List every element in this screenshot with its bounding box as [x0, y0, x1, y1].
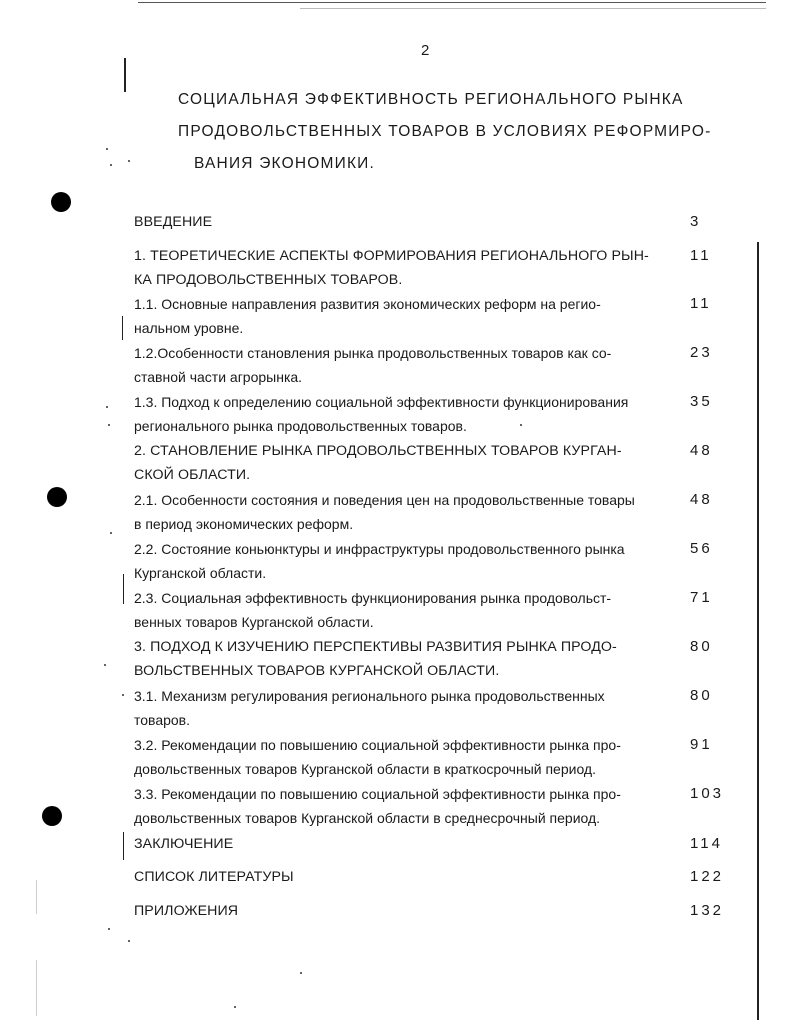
scan-speck	[234, 1006, 236, 1008]
toc-entry-text: СКОЙ ОБЛАСТИ.	[134, 467, 251, 483]
title-line: ВАНИЯ ЭКОНОМИКИ.	[194, 155, 376, 172]
toc-page-number: 103	[690, 785, 725, 802]
toc-entry-text: регионального рынка продовольственных товаров.	[134, 418, 467, 434]
toc-entry-text: 2. СТАНОВЛЕНИЕ РЫНКА ПРОДОВОЛЬСТВЕННЫХ ТОВАРОВ КУРГАН-	[134, 443, 622, 459]
toc-entry-text: 3.1. Механизм регулирования регионального рынка продовольственных	[134, 688, 605, 704]
scan-margin-mark	[36, 880, 37, 914]
toc-entry-text: ВВЕДЕНИЕ	[134, 214, 213, 230]
title-line: СОЦИАЛЬНАЯ ЭФФЕКТИВНОСТЬ РЕГИОНАЛЬНОГО РЫНКА	[178, 91, 684, 108]
punch-hole	[47, 487, 67, 507]
scan-margin-mark	[123, 832, 124, 860]
scan-speck	[110, 532, 112, 534]
toc-entry-text: КА ПРОДОВОЛЬСТВЕННЫХ ТОВАРОВ.	[134, 272, 403, 288]
scan-speck	[108, 928, 110, 930]
scan-edge-line	[300, 8, 766, 9]
toc-entry-text: 1.2.Особенности становления рынка продовольственных товаров как со-	[134, 345, 612, 361]
toc-entry-text: ПРИЛОЖЕНИЯ	[134, 903, 239, 919]
toc-page-number: 11	[690, 247, 712, 264]
scan-right-edge-line	[757, 242, 759, 1020]
toc-entry-text: 3.2. Рекомендации по повышению социальной эффективности рынка про-	[134, 737, 621, 753]
toc-entry-text: нальном уровне.	[134, 320, 244, 336]
toc-entry-text: 2.1. Особенности состояния и поведения цен на продовольственные товары	[134, 492, 635, 508]
toc-entry-text: 3. ПОДХОД К ИЗУЧЕНИЮ ПЕРСПЕКТИВЫ РАЗВИТИЯ РЫНКА ПРОДО-	[134, 639, 617, 655]
toc-page-number: 48	[690, 491, 713, 508]
scan-speck	[128, 940, 130, 942]
scan-speck	[104, 664, 106, 666]
toc-entry-text: венных товаров Курганской области.	[134, 614, 374, 630]
toc-page-number: 114	[690, 835, 723, 852]
toc-entry-text: довольственных товаров Курганской области в краткосрочный период.	[134, 761, 596, 777]
toc-entry-text: Курганской области.	[134, 565, 267, 581]
toc-page-number: 48	[690, 442, 713, 459]
punch-hole	[51, 192, 71, 212]
scan-speck	[108, 424, 110, 426]
toc-entry-text: ставной части агрорынка.	[134, 369, 303, 385]
scan-margin-mark	[36, 960, 37, 1016]
toc-page-number: 91	[690, 736, 713, 753]
toc-entry-text: ВОЛЬСТВЕННЫХ ТОВАРОВ КУРГАНСКОЙ ОБЛАСТИ.	[134, 663, 500, 679]
toc-page-number: 80	[690, 638, 713, 655]
toc-page-number: 35	[690, 393, 713, 410]
toc-entry-text: 2.3. Социальная эффективность функционирования рынка продовольст-	[134, 590, 612, 606]
toc-page-number: 122	[690, 868, 725, 885]
toc-entry-text: 1.1. Основные направления развития экономических реформ на регио-	[134, 296, 601, 312]
toc-page-number: 3	[690, 213, 702, 230]
toc-entry-text: 2.2. Состояние коньюнктуры и инфраструктуры продовольственного рынка	[134, 541, 625, 557]
scan-margin-mark	[122, 316, 123, 340]
page-number: 2	[421, 42, 430, 59]
toc-entry-text: 1. ТЕОРЕТИЧЕСКИЕ АСПЕКТЫ ФОРМИРОВАНИЯ РЕГИОНАЛЬНОГО РЫН-	[134, 248, 649, 264]
toc-page-number: 23	[690, 344, 713, 361]
scan-speck	[106, 406, 108, 408]
toc-page-number: 11	[690, 295, 712, 312]
scan-speck	[300, 972, 302, 974]
scan-speck	[110, 164, 112, 166]
toc-entry-text: товаров.	[134, 712, 191, 728]
scan-speck	[122, 694, 124, 696]
scan-speck	[106, 148, 108, 150]
toc-page-number: 80	[690, 687, 713, 704]
toc-entry-text: довольственных товаров Курганской области в среднесрочный период.	[134, 810, 601, 826]
toc-entry-text: в период экономических реформ.	[134, 516, 354, 532]
toc-page-number: 71	[690, 589, 713, 606]
toc-entry-text: 1.3. Подход к определению социальной эффективности функционирования	[134, 394, 629, 410]
toc-page-number: 56	[690, 540, 713, 557]
toc-page-number: 132	[690, 902, 725, 919]
scan-speck	[128, 160, 130, 162]
toc-entry-text: СПИСОК ЛИТЕРАТУРЫ	[134, 869, 294, 885]
scan-margin-mark	[124, 58, 126, 92]
punch-hole	[42, 806, 62, 826]
scan-edge-line	[138, 2, 766, 3]
document-title	[178, 84, 738, 180]
scan-margin-mark	[123, 574, 124, 604]
toc-entry-text: ЗАКЛЮЧЕНИЕ	[134, 836, 234, 852]
title-line: ПРОДОВОЛЬСТВЕННЫХ ТОВАРОВ В УСЛОВИЯХ РЕФОРМИРО-	[178, 123, 712, 140]
toc-entry-text: 3.3. Рекомендации по повышению социальной эффективности рынка про-	[134, 786, 621, 802]
